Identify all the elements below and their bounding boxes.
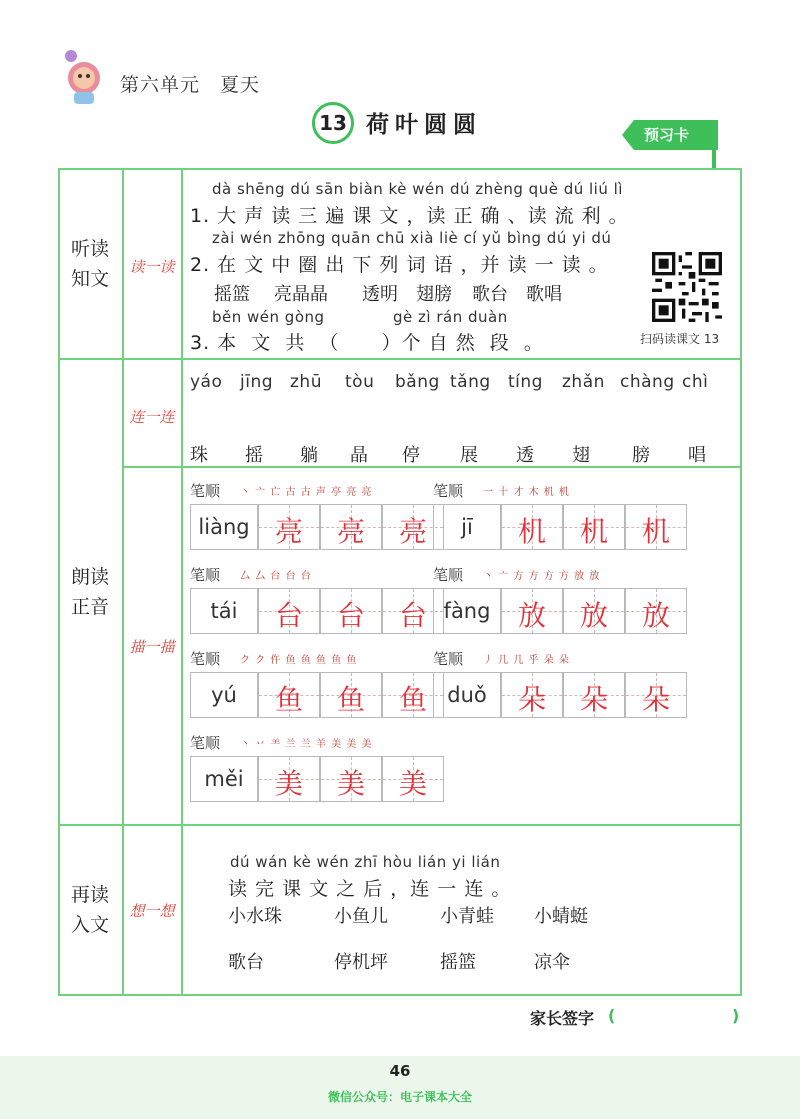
connect-pinyin[interactable]: chì xyxy=(682,372,709,392)
divider-v1 xyxy=(122,168,124,996)
parent-sign-label: 家长签字 xyxy=(530,1009,595,1028)
trace-cell[interactable] xyxy=(625,672,687,718)
grid-pinyin: duǒ xyxy=(447,683,487,707)
connect-char[interactable]: 摇 xyxy=(245,445,264,466)
section-readaloud-label xyxy=(60,562,120,622)
think-top-word[interactable]: 小青蛙 xyxy=(440,906,494,927)
stroke-sequence: 一 十 才 木 机 机 xyxy=(483,487,570,498)
q2-word: 摇篮 xyxy=(214,284,250,305)
trace-char: 亮 xyxy=(274,515,303,548)
lesson-number-badge: 13 xyxy=(312,102,354,144)
trace-char: 美 xyxy=(336,767,365,800)
trace-char: 亮 xyxy=(336,515,365,548)
grid-pinyin-cell xyxy=(433,672,501,718)
connect-char[interactable]: 躺 xyxy=(300,445,319,466)
trace-char: 鱼 xyxy=(336,683,365,716)
think-pinyin: dú wán kè wén zhī hòu lián yi lián xyxy=(230,853,501,871)
q2-word: 亮晶晶 xyxy=(274,284,328,305)
writing-grid xyxy=(190,504,444,550)
connect-pinyin[interactable]: chàng xyxy=(620,372,675,392)
q1-text: 1. 大 声 读 三 遍 课 文 ，读 正 确 、读 流 利 。 xyxy=(190,205,629,227)
writing-grid xyxy=(433,672,687,718)
stroke-sequence: ク ク 仵 鱼 鱼 鱼 鱼 鱼 xyxy=(240,655,358,666)
stroke-sequence: 丶 亠 方 方 方 方 放 放 xyxy=(483,571,601,582)
activity-read: 读一读 xyxy=(129,258,175,276)
connect-pinyin[interactable]: yáo xyxy=(190,372,223,392)
preview-card-label: 预习卡 xyxy=(644,126,690,144)
connect-pinyin[interactable]: tíng xyxy=(508,372,543,392)
trace-cell[interactable] xyxy=(320,672,382,718)
trace-cell[interactable] xyxy=(382,756,444,802)
mascot-illustration xyxy=(58,48,104,106)
q2-word: 透明 xyxy=(362,284,398,305)
trace-cell[interactable] xyxy=(563,588,625,634)
sign-paren-right: ) xyxy=(732,1006,740,1025)
q3-pinyin: běn wén gòng gè zì rán duàn xyxy=(212,308,508,326)
q2-word: 歌台 xyxy=(472,284,508,305)
activity-connect: 连一连 xyxy=(129,408,175,426)
grid-pinyin: měi xyxy=(204,767,244,791)
connect-char[interactable]: 膀 xyxy=(632,445,651,466)
trace-cell[interactable] xyxy=(258,588,320,634)
think-bottom-word[interactable]: 凉伞 xyxy=(534,952,570,973)
wechat-footer: 微信公众号：电子课本大全 xyxy=(327,1090,472,1104)
writing-grid xyxy=(433,588,687,634)
writing-grid xyxy=(190,588,444,634)
trace-char: 台 xyxy=(336,599,365,632)
q2-text: 2. 在 文 中 圈 出 下 列 词 语 ，并 读 一 读 。 xyxy=(190,254,609,276)
q3-text: 3. 本 文 共 （ ）个 自 然 段 。 xyxy=(190,332,544,354)
unit-title: 第六单元 夏天 xyxy=(120,74,261,96)
grid-pinyin: tái xyxy=(210,599,238,623)
trace-char: 台 xyxy=(274,599,303,632)
connect-pinyin[interactable]: tòu xyxy=(345,372,375,392)
trace-char: 放 xyxy=(517,599,546,632)
trace-cell[interactable] xyxy=(563,504,625,550)
divider-h1 xyxy=(58,358,742,360)
connect-char[interactable]: 晶 xyxy=(350,445,369,466)
stroke-sequence: 丿 几 几 乎 朵 朵 xyxy=(483,655,570,666)
think-top-word[interactable]: 小鱼儿 xyxy=(334,906,388,927)
trace-cell[interactable] xyxy=(320,588,382,634)
section-readaloud-line1: 朗读 xyxy=(70,566,109,588)
trace-char: 放 xyxy=(641,599,670,632)
trace-char: 放 xyxy=(579,599,608,632)
sign-paren-left: ( xyxy=(608,1006,616,1025)
trace-char: 鱼 xyxy=(274,683,303,716)
trace-char: 朵 xyxy=(579,683,608,716)
section-listen-line1: 听读 xyxy=(70,238,109,260)
trace-cell[interactable] xyxy=(625,588,687,634)
trace-cell[interactable] xyxy=(501,504,563,550)
page-number: 46 xyxy=(389,1062,411,1080)
trace-char: 美 xyxy=(398,767,427,800)
section-reread-line1: 再读 xyxy=(70,884,109,906)
stroke-sequence: 丶 丷 ⺷ 兰 兰 羊 美 美 美 xyxy=(240,739,373,750)
trace-cell[interactable] xyxy=(563,672,625,718)
preview-card-tab xyxy=(622,120,718,150)
divider-v2 xyxy=(181,168,183,996)
connect-pinyin[interactable]: tǎng xyxy=(450,372,491,392)
stroke-sequence: 厶 厶 台 台 台 xyxy=(240,571,312,582)
trace-cell[interactable] xyxy=(258,756,320,802)
stroke-order-label: 笔顺 xyxy=(190,734,221,752)
grid-pinyin-cell xyxy=(433,588,501,634)
section-listen-label xyxy=(60,234,120,294)
trace-char: 机 xyxy=(579,515,608,548)
q1-pinyin: dà shēng dú sān biàn kè wén dú zhèng què dú liú lì xyxy=(212,180,623,198)
grid-pinyin: liàng xyxy=(198,515,250,539)
think-bottom-word[interactable]: 歌台 xyxy=(228,952,264,973)
connect-char[interactable]: 透 xyxy=(516,445,535,466)
writing-grid xyxy=(190,672,444,718)
activity-trace: 描一描 xyxy=(129,638,175,656)
stroke-order-label: 笔顺 xyxy=(433,566,464,584)
section-reread-line2: 入文 xyxy=(70,914,109,936)
qr-caption: 扫码读课文 13 xyxy=(640,332,720,346)
connect-char[interactable]: 展 xyxy=(460,445,479,466)
trace-char: 机 xyxy=(517,515,546,548)
section-listen-line2: 知文 xyxy=(70,268,109,290)
trace-cell[interactable] xyxy=(320,504,382,550)
qr-code-icon[interactable] xyxy=(652,252,722,322)
trace-cell[interactable] xyxy=(258,504,320,550)
writing-grid xyxy=(433,504,687,550)
connect-char[interactable]: 停 xyxy=(402,445,421,466)
think-text: 读 完 课 文 之 后 ，连 一 连 。 xyxy=(228,878,512,900)
trace-cell[interactable] xyxy=(625,504,687,550)
grid-pinyin: fàng xyxy=(443,599,491,623)
q2-word: 翅膀 xyxy=(416,284,452,305)
trace-cell[interactable] xyxy=(320,756,382,802)
stroke-order-label: 笔顺 xyxy=(190,482,221,500)
q2-word: 歌唱 xyxy=(526,284,562,305)
q2-pinyin: zài wén zhōng quān chū xià liè cí yǔ bìng dú yi dú xyxy=(212,229,612,247)
stroke-order-label: 笔顺 xyxy=(433,650,464,668)
connect-char[interactable]: 翅 xyxy=(572,445,591,466)
trace-char: 机 xyxy=(641,515,670,548)
connect-pinyin[interactable]: zhǎn xyxy=(562,372,605,392)
grid-pinyin-cell xyxy=(433,504,501,550)
grid-pinyin-cell xyxy=(190,756,258,802)
tab-stem xyxy=(712,150,716,170)
stroke-sequence: 丶 亠 亡 古 古 声 亭 亮 亮 xyxy=(240,487,373,498)
think-bottom-word[interactable]: 摇篮 xyxy=(440,952,476,973)
think-top-word[interactable]: 小蜻蜓 xyxy=(534,906,588,927)
connect-char[interactable]: 珠 xyxy=(190,445,209,466)
parent-signature-area[interactable] xyxy=(530,1006,740,1029)
stroke-order-label: 笔顺 xyxy=(190,650,221,668)
trace-char: 台 xyxy=(398,599,427,632)
connect-pinyin[interactable]: jīng xyxy=(240,372,274,392)
trace-char: 美 xyxy=(274,767,303,800)
trace-cell[interactable] xyxy=(501,588,563,634)
think-bottom-word[interactable]: 停机坪 xyxy=(334,952,388,973)
connect-char[interactable]: 唱 xyxy=(688,445,707,466)
trace-cell[interactable] xyxy=(501,672,563,718)
section-readaloud-line2: 正音 xyxy=(70,596,109,618)
trace-cell[interactable] xyxy=(258,672,320,718)
grid-pinyin-cell xyxy=(190,672,258,718)
grid-pinyin: yú xyxy=(211,683,237,707)
grid-pinyin-cell xyxy=(190,504,258,550)
section-reread-label xyxy=(60,880,120,940)
divider-h3 xyxy=(58,824,742,826)
trace-char: 亮 xyxy=(398,515,427,548)
stroke-order-label: 笔顺 xyxy=(433,482,464,500)
activity-think: 想一想 xyxy=(129,902,175,920)
trace-char: 朵 xyxy=(517,683,546,716)
grid-pinyin-cell xyxy=(190,588,258,634)
worksheet-frame xyxy=(58,168,742,996)
trace-char: 朵 xyxy=(641,683,670,716)
stroke-order-label: 笔顺 xyxy=(190,566,221,584)
writing-grid xyxy=(190,756,444,802)
grid-pinyin: jī xyxy=(461,515,473,539)
think-top-word[interactable]: 小水珠 xyxy=(228,906,282,927)
connect-pinyin[interactable]: bǎng xyxy=(395,372,440,392)
trace-char: 鱼 xyxy=(398,683,427,716)
lesson-title: 荷叶圆圆 xyxy=(366,112,482,138)
connect-pinyin[interactable]: zhū xyxy=(290,372,322,392)
